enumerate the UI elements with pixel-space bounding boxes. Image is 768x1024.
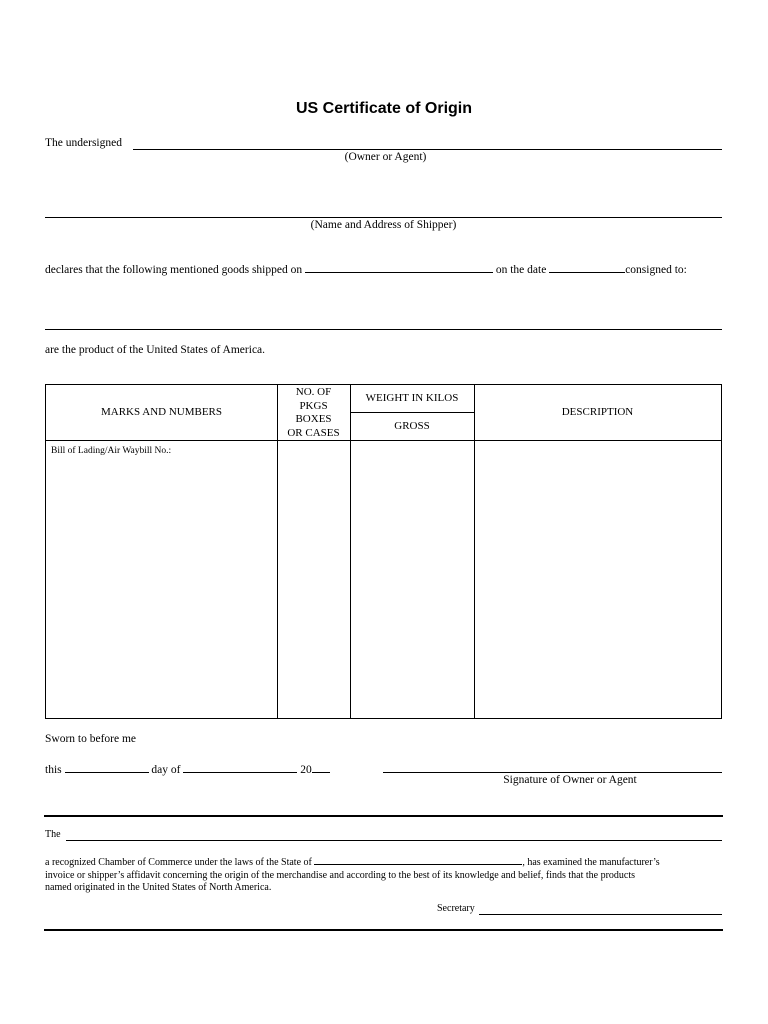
- declares-text-1: declares that the following mentioned goods shipped on: [45, 264, 303, 276]
- col-header-marks: MARKS AND NUMBERS: [100, 406, 223, 418]
- col-header-gross: GROSS: [394, 420, 430, 432]
- day-of-label: day of: [151, 764, 181, 776]
- pkgs-line: OR CASES: [287, 426, 340, 439]
- shipped-on-field[interactable]: [305, 261, 493, 273]
- year-field[interactable]: [312, 761, 330, 773]
- pkgs-line: BOXES: [295, 413, 332, 425]
- pkgs-cell[interactable]: [278, 441, 349, 718]
- consignee-field[interactable]: [45, 329, 722, 330]
- weight-subdivider: [350, 412, 474, 413]
- day-field[interactable]: [65, 761, 149, 773]
- declares-line: [45, 261, 687, 276]
- owner-or-agent-caption: (Owner or Agent): [344, 151, 427, 163]
- marks-cell[interactable]: [47, 441, 276, 718]
- secretary-label: Secretary: [437, 903, 475, 914]
- year-prefix: 20: [300, 764, 312, 776]
- this-label: this: [45, 764, 62, 776]
- declares-text-2: on the date: [495, 264, 547, 276]
- undersigned-label: The undersigned: [45, 137, 122, 149]
- page-title: US Certificate of Origin: [295, 100, 473, 117]
- date-field[interactable]: [549, 261, 625, 273]
- bill-of-lading-label: Bill of Lading/Air Waybill No.:: [51, 446, 172, 456]
- state-field[interactable]: [314, 854, 522, 865]
- col-header-pkgs: [277, 386, 350, 440]
- description-cell[interactable]: [475, 441, 721, 718]
- section-rule: [44, 815, 723, 817]
- the-label: The: [45, 829, 61, 840]
- pkgs-line: PKGS: [299, 399, 328, 412]
- undersigned-field[interactable]: [133, 149, 722, 150]
- col-header-description: DESCRIPTION: [561, 406, 634, 418]
- bottom-rule: [44, 929, 723, 931]
- chamber-line-2: invoice or shipper’s affidavit concerning the origin of the merchandise and according to the best of its knowledge and belief, finds that the products: [45, 869, 636, 881]
- chamber-text-1: a recognized Chamber of Commerce under the laws of the State of: [45, 857, 312, 868]
- sworn-text: Sworn to before me: [45, 733, 137, 745]
- date-line: [45, 761, 330, 776]
- chamber-line-1: [45, 854, 725, 870]
- chamber-line-3: named originated in the United States of North America.: [45, 882, 272, 893]
- secretary-field[interactable]: [479, 914, 722, 915]
- chamber-name-field[interactable]: [66, 840, 722, 841]
- declares-text-3: consigned to:: [625, 264, 687, 276]
- pkgs-line: NO. OF: [295, 386, 332, 398]
- gross-cell[interactable]: [351, 441, 473, 718]
- month-field[interactable]: [183, 761, 297, 773]
- chamber-text-2: , has examined the manufacturer’s: [522, 857, 660, 868]
- chamber-paragraph: [45, 854, 725, 895]
- col-header-weight: WEIGHT IN KILOS: [365, 392, 459, 404]
- shipper-field[interactable]: [45, 217, 722, 218]
- product-statement: are the product of the United States of America.: [45, 344, 266, 356]
- shipper-caption: (Name and Address of Shipper): [310, 219, 457, 231]
- signature-caption: Signature of Owner or Agent: [503, 774, 637, 786]
- signature-field[interactable]: [383, 772, 722, 773]
- goods-table: [45, 384, 722, 719]
